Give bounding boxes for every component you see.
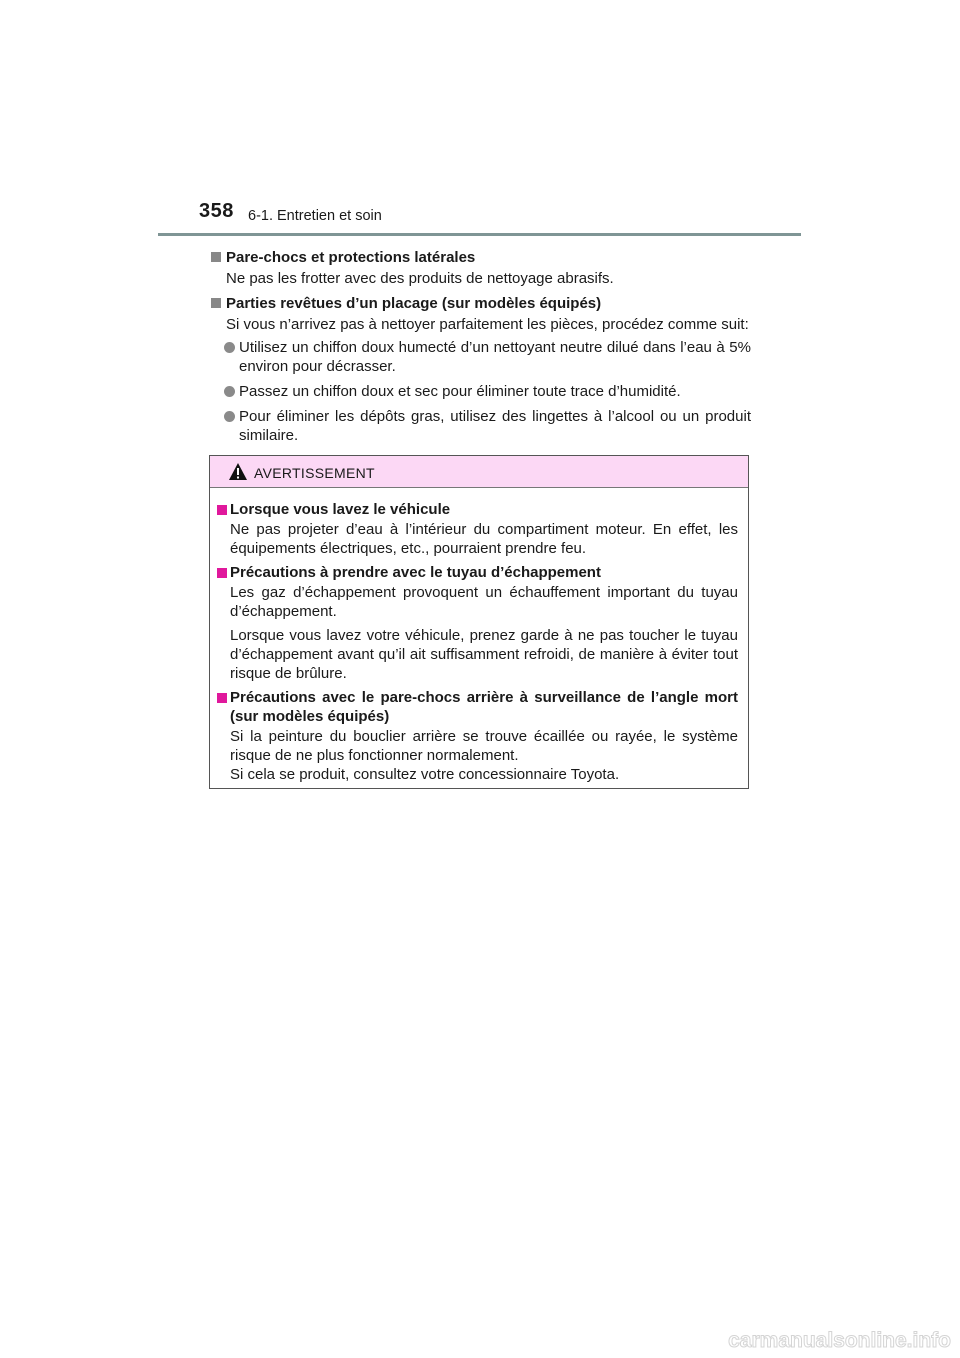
square-bullet-icon <box>211 252 221 262</box>
square-bullet-icon <box>217 693 227 703</box>
section-title: 6-1. Entretien et soin <box>248 208 382 224</box>
watermark-text: carmanualsonline.info <box>728 1329 951 1352</box>
list-item-text: Pour éliminer les dépôts gras, utilisez des lingettes à l’alcool ou un produit similaire. <box>239 408 751 444</box>
warning-header <box>210 456 748 488</box>
header-rule <box>158 233 801 236</box>
section-heading-text: Pare-chocs et protections latérales <box>226 249 476 266</box>
warning-heading-text: Précautions à prendre avec le tuyau d’échappement <box>230 564 601 581</box>
square-bullet-icon <box>211 298 221 308</box>
page-number: 358 <box>199 200 234 222</box>
warning-heading-text: Lorsque vous lavez le véhicule <box>230 501 451 518</box>
round-bullet-icon <box>224 342 235 353</box>
section-paragraph: Si vous n’arrivez pas à nettoyer parfaitement les pièces, procédez comme suit: <box>226 315 749 333</box>
section-heading <box>211 247 751 268</box>
warning-body <box>210 488 748 784</box>
list-item <box>211 338 751 376</box>
section-heading <box>211 293 751 314</box>
list-item <box>211 407 751 445</box>
round-bullet-icon <box>224 386 235 397</box>
warning-paragraph: Les gaz d’échappement provoquent un échauffement important du tuyau d’échappement. <box>230 584 738 620</box>
main-content <box>211 243 751 451</box>
list-item-text: Passez un chiffon doux et sec pour éliminer toute trace d’humidité. <box>239 383 681 400</box>
watermark <box>693 1325 953 1355</box>
square-bullet-icon <box>217 505 227 515</box>
warning-paragraph: Ne pas projeter d’eau à l’intérieur du compartiment moteur. En effet, les équipements électriques, etc., pourraient prendre feu. <box>230 521 738 557</box>
section-paragraph: Ne pas les frotter avec des produits de nettoyage abrasifs. <box>226 270 614 287</box>
warning-item-heading <box>217 688 738 726</box>
warning-item-heading <box>217 500 738 519</box>
warning-title: AVERTISSEMENT <box>254 465 375 481</box>
warning-triangle-icon <box>228 462 248 481</box>
list-item-text: Utilisez un chiffon doux humecté d’un nettoyant neutre dilué dans l’eau à 5% environ pour décrasser. <box>239 339 751 375</box>
list-item <box>211 382 751 401</box>
warning-paragraph: Lorsque vous lavez votre véhicule, prenez garde à ne pas toucher le tuyau d’échappement avant qu’il ait suffisamment refroidi, de manière à éviter tout risque de brûlure. <box>230 627 738 682</box>
warning-heading-text: Précautions avec le pare-chocs arrière à surveillance de l’angle mort (sur modèles équipés) <box>230 689 738 725</box>
warning-item-heading <box>217 563 738 582</box>
round-bullet-icon <box>224 411 235 422</box>
warning-box <box>209 455 749 789</box>
warning-paragraph: Si la peinture du bouclier arrière se trouve écaillée ou rayée, le système risque de ne plus fonctionner normalement. <box>230 728 738 764</box>
section-heading-text: Parties revêtues d’un placage (sur modèles équipés) <box>226 294 602 312</box>
square-bullet-icon <box>217 568 227 578</box>
warning-paragraph: Si cela se produit, consultez votre concessionnaire Toyota. <box>230 766 620 783</box>
